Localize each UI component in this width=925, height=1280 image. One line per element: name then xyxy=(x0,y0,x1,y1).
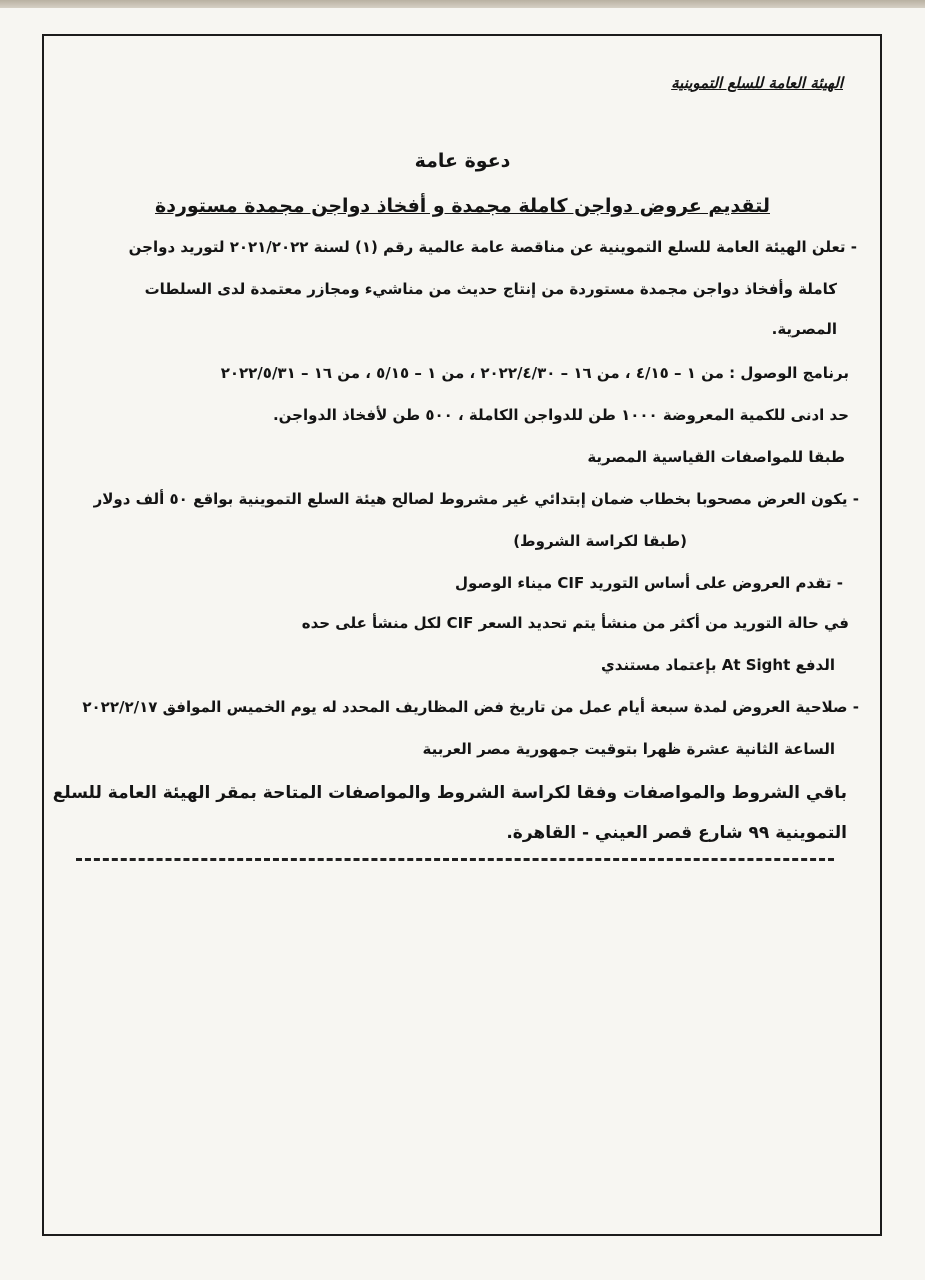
specifications-note: طبقا للمواصفات القياسية المصرية xyxy=(587,448,845,466)
dashed-separator xyxy=(76,858,834,861)
guarantee-line: - يكون العرض مصحوبا بخطاب ضمان إبتدائي غير مشروط لصالح هيئة السلع التموينية بواقع ٥٠ ألف دولار xyxy=(93,490,859,508)
closing-line: باقي الشروط والمواصفات وفقا لكراسة الشروط والمواصفات المتاحة بمقر الهيئة العامة للسلع xyxy=(52,783,847,803)
validity-line: - صلاحية العروض لمدة سبعة أيام عمل من تاريخ فض المظاريف المحدد له يوم الخميس الموافق ٢٠٢٢/٢/١٧ xyxy=(82,698,859,716)
organization-header: الهيئة العامة للسلع التموينية xyxy=(671,74,843,92)
multi-origin-line: في حالة التوريد من أكثر من منشأ يتم تحديد السعر CIF لكل منشأ على حده xyxy=(301,614,849,632)
announcement-line: كاملة وأفخاذ دواجن مجمدة مستوردة من إنتاج حديث من مناشيء ومجازر معتمدة لدى السلطات xyxy=(144,280,837,298)
minimum-quantity: حد ادنى للكمية المعروضة ١٠٠٠ طن للدواجن الكاملة ، ٥٠٠ طن لأفخاذ الدواجن. xyxy=(272,406,849,424)
announcement-line: المصرية. xyxy=(771,320,837,338)
announcement-subtitle: لتقديم عروض دواجن كاملة مجمدة و أفخاذ دواجن مجمدة مستوردة xyxy=(154,195,770,217)
validity-time-line: الساعة الثانية عشرة ظهرا بتوقيت جمهورية مصر العربية xyxy=(422,740,835,758)
payment-line: الدفع At Sight بإعتماد مستندي xyxy=(601,656,835,674)
announcement-line: - تعلن الهيئة العامة للسلع التموينية عن مناقصة عامة عالمية رقم (١) لسنة ٢٠٢١/٢٠٢٢ لتوريد دواجن xyxy=(128,238,857,256)
announcement-title: دعوة عامة xyxy=(414,150,511,172)
guarantee-note: (طبقا لكراسة الشروط) xyxy=(513,532,687,550)
arrival-schedule: برنامج الوصول : من ١ – ٤/١٥ ، من ١٦ – ٢٠٢٢/٤/٣٠ ، من ١ – ٥/١٥ ، من ١٦ – ٢٠٢٢/٥/٣١ xyxy=(220,364,849,382)
cif-basis-line: - تقدم العروض على أساس التوريد CIF ميناء الوصول xyxy=(455,574,843,592)
closing-address: التموينية ٩٩ شارع قصر العيني - القاهرة. xyxy=(506,823,847,843)
